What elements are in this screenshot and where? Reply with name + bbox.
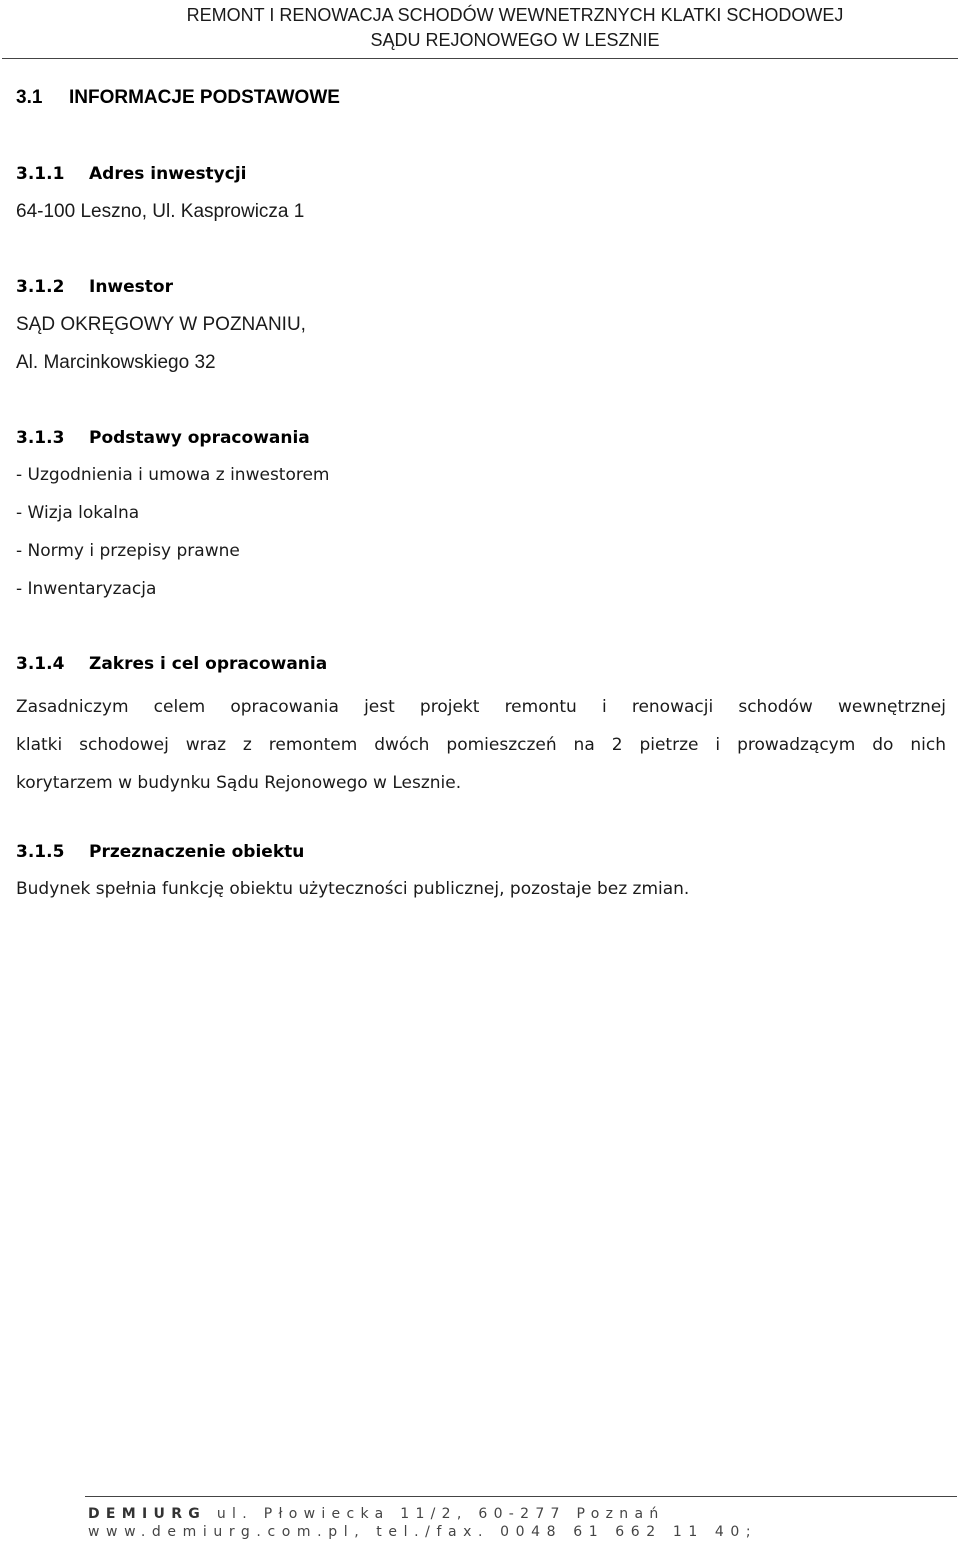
subsection-title: Zakres i cel opracowania	[89, 654, 328, 674]
footer-address: ul. Płowiecka 11/2, 60-277 Poznań	[216, 1506, 665, 1522]
basis-list-item: - Normy i przepisy prawne	[16, 541, 240, 561]
subsection-number: 3.1.4	[16, 654, 65, 674]
subsection-title: Przeznaczenie obiektu	[89, 842, 305, 862]
footer-contact-line: www.demiurg.com.pl, tel./fax. 0048 61 662 11 40;	[88, 1524, 758, 1540]
subsection-number: 3.1.2	[16, 277, 65, 297]
header-title-line2: SĄDU REJONOWEGO W LESZNIE	[370, 30, 660, 50]
section-title: INFORMACJE PODSTAWOWE	[69, 87, 340, 108]
scope-line: korytarzem w budynku Sądu Rejonowego w Lesznie.	[16, 773, 462, 793]
subsection-number: 3.1.5	[16, 842, 65, 862]
footer-company-line	[88, 1506, 665, 1522]
scope-paragraph	[16, 688, 946, 802]
subsection-heading-purpose	[16, 842, 304, 862]
address-line: 64-100 Leszno, Ul. Kasprowicza 1	[16, 201, 305, 222]
investor-name: SĄD OKRĘGOWY W POZNANIU,	[16, 314, 306, 335]
subsection-heading-investor	[16, 277, 173, 297]
subsection-number: 3.1.3	[16, 428, 65, 448]
section-number: 3.1	[16, 87, 43, 108]
section-heading	[16, 87, 340, 109]
investor-address: Al. Marcinkowskiego 32	[16, 352, 216, 373]
subsection-title: Adres inwestycji	[89, 164, 247, 184]
subsection-heading-basis	[16, 428, 310, 448]
subsection-heading-scope	[16, 654, 327, 674]
basis-list-item: - Wizja lokalna	[16, 503, 140, 523]
purpose-text: Budynek spełnia funkcję obiektu użyteczności publicznej, pozostaje bez zmian.	[16, 879, 690, 899]
header-title-line1: REMONT I RENOWACJA SCHODÓW WEWNETRZNYCH KLATKI SCHODOWEJ	[186, 5, 844, 25]
subsection-title: Podstawy opracowania	[89, 428, 310, 448]
basis-list-item: - Inwentaryzacja	[16, 579, 157, 599]
basis-list-item: - Uzgodnienia i umowa z inwestorem	[16, 465, 330, 485]
subsection-number: 3.1.1	[16, 164, 65, 184]
footer-divider	[85, 1496, 957, 1497]
subsection-heading-address	[16, 164, 247, 184]
footer-company: DEMIURG	[88, 1506, 207, 1522]
scope-line: klatki schodowej wraz z remontem dwóch pomieszczeń na 2 pietrze i prowadzącym do nich	[16, 735, 946, 755]
scope-line: Zasadniczym celem opracowania jest projekt remontu i renowacji schodów wewnętrznej	[16, 697, 946, 717]
header-divider	[2, 58, 958, 59]
subsection-title: Inwestor	[89, 277, 173, 297]
